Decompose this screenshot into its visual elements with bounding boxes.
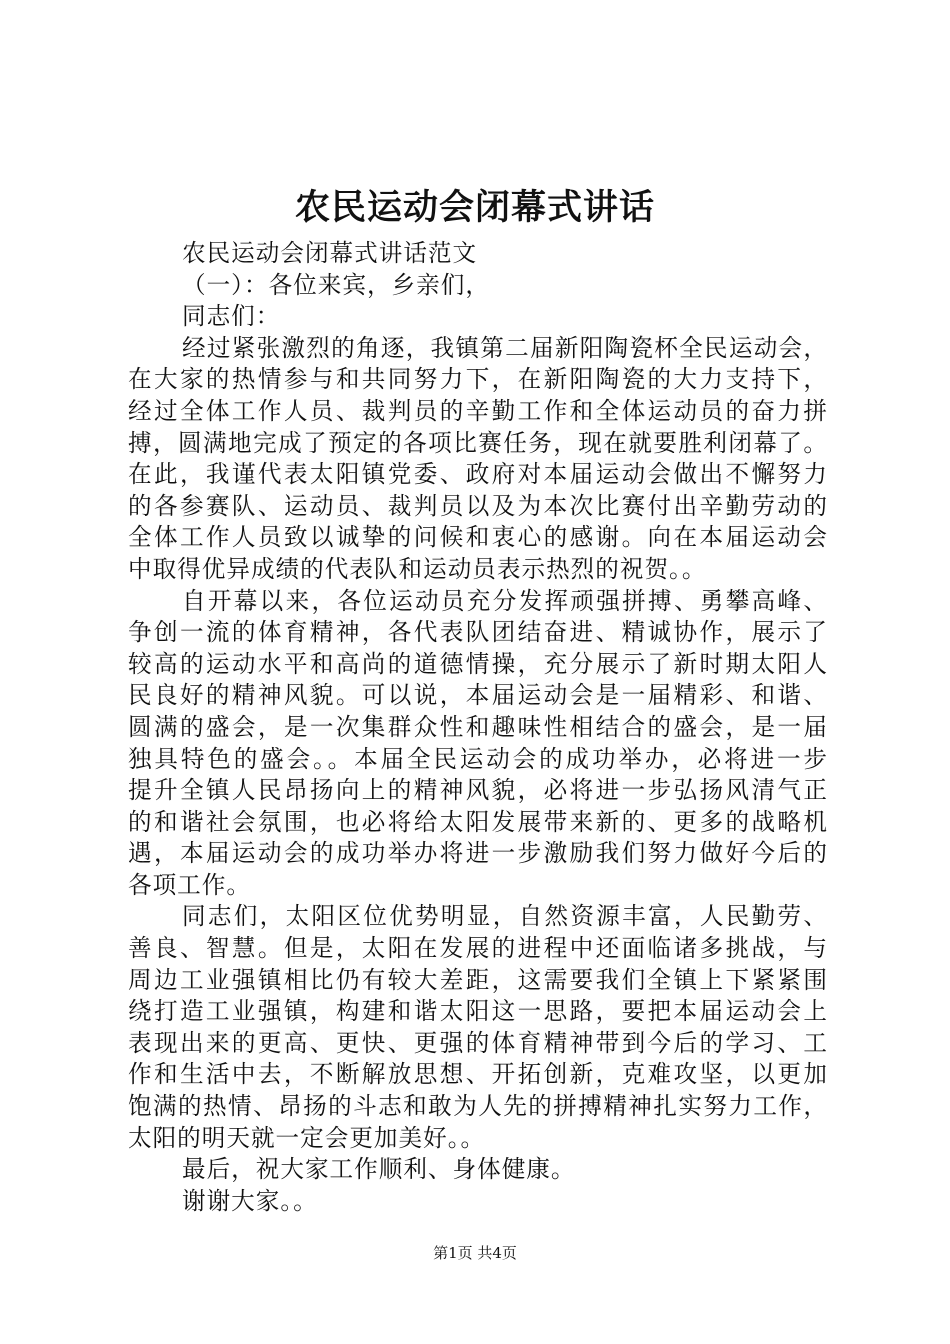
text-line: 饱满的热情、昂扬的斗志和敢为人先的拼搏精神扎实努力工作，	[128, 1092, 828, 1121]
text-line: 中取得优异成绩的代表队和运动员表示热烈的祝贺。。	[128, 554, 707, 583]
text-line: 独具特色的盛会。。本届全民运动会的成功举办，必将进一步	[128, 744, 828, 773]
text-line: 经过全体工作人员、裁判员的辛勤工作和全体运动员的奋力拼	[128, 396, 828, 425]
text-line: 各项工作。	[128, 870, 251, 899]
text-line: 同志们：	[182, 302, 281, 331]
text-line: 搏，圆满地完成了预定的各项比赛任务，现在就要胜利闭幕了。	[128, 428, 828, 457]
text-line: 较高的运动水平和高尚的道德情操，充分展示了新时期太阳人	[128, 649, 828, 678]
text-line: 的各参赛队、运动员、裁判员以及为本次比赛付出辛勤劳动的	[128, 491, 828, 520]
text-line: 谢谢大家。。	[182, 1186, 318, 1215]
text-line: 最后，祝大家工作顺利、身体健康。	[182, 1155, 576, 1184]
text-line: 作和生活中去，不断解放思想、开拓创新，克难攻坚，以更加	[128, 1060, 828, 1089]
text-line: 经过紧张激烈的角逐，我镇第二届新阳陶瓷杯全民运动会，	[182, 333, 828, 362]
text-line: 在大家的热情参与和共同努力下，在新阳陶瓷的大力支持下，	[128, 365, 828, 394]
text-line: 善良、智慧。但是，太阳在发展的进程中还面临诸多挑战，与	[128, 934, 828, 963]
page-footer: 第1页 共4页	[433, 1244, 517, 1262]
text-line: 表现出来的更高、更快、更强的体育精神带到今后的学习、工	[128, 1028, 828, 1057]
text-line: 在此，我谨代表太阳镇党委、政府对本届运动会做出不懈努力	[128, 460, 828, 489]
text-line: 太阳的明天就一定会更加美好。。	[128, 1123, 486, 1152]
text-line: 提升全镇人民昂扬向上的精神风貌，必将进一步弘扬风清气正	[128, 776, 828, 805]
text-line: （一）：各位来宾，乡亲们，	[182, 270, 490, 299]
text-line: 农民运动会闭幕式讲话范文	[182, 239, 478, 267]
text-line: 全体工作人员致以诚挚的问候和衷心的感谢。向在本届运动会	[128, 523, 828, 552]
text-line: 的和谐社会氛围，也必将给太阳发展带来新的、更多的战略机	[128, 807, 828, 836]
text-line: 圆满的盛会，是一次集群众性和趣味性相结合的盛会，是一届	[128, 712, 828, 741]
document-body	[128, 238, 828, 1217]
text-line: 争创一流的体育精神，各代表队团结奋进、精诚协作，展示了	[128, 618, 828, 647]
text-line: 民良好的精神风貌。可以说，本届运动会是一届精彩、和谐、	[128, 681, 828, 710]
text-line: 周边工业强镇相比仍有较大差距，这需要我们全镇上下紧紧围	[128, 965, 828, 994]
text-line: 同志们，太阳区位优势明显，自然资源丰富，人民勤劳、	[182, 902, 828, 931]
text-line: 自开幕以来，各位运动员充分发挥顽强拼搏、勇攀高峰、	[182, 586, 828, 615]
text-line: 遇，本届运动会的成功举办将进一步激励我们努力做好今后的	[128, 839, 828, 868]
document-title: 农民运动会闭幕式讲话	[294, 188, 655, 228]
text-line: 绕打造工业强镇，构建和谐太阳这一思路，要把本届运动会上	[128, 997, 828, 1026]
